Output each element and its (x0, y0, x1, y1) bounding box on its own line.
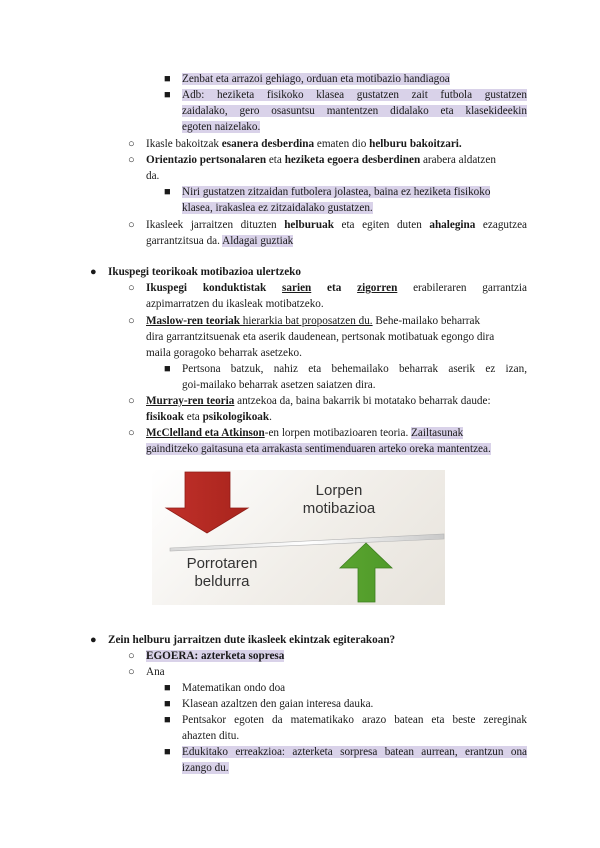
list-item: Niri gustatzen zitzaidan futbolera jolastea, baina ez heziketa fisikoko (182, 186, 491, 198)
list-item: Orientazio pertsonalaren eta heziketa egoera desberdinen arabera aldatzen (146, 154, 496, 166)
achievement-motivation-label: Lorpen motibazioa (302, 482, 376, 517)
list-item-continuation: dira garrantzitsuenak eta aserik daudenean, pertsonak motibatuak egongo dira (146, 331, 495, 343)
list-item: EGOERA: azterketa sopresa (146, 650, 285, 662)
list-item-continuation: azpimarratzen du ikasleak motibatzeko. (146, 298, 324, 310)
list-item-continuation: goi-mailako beharrak asetzen saiatzen dira. (182, 379, 376, 391)
list-item-continuation: klasea, irakaslea ez zitzaidalako gustatzen. (182, 202, 373, 214)
list-item-continuation: da. (146, 170, 160, 182)
square-bullet-icon: ■ (164, 73, 171, 85)
list-item: Matematikan ondo doa (182, 682, 286, 694)
list-item-continuation: fisikoak eta psikologikoak. (146, 411, 272, 423)
circle-bullet-icon: ○ (128, 315, 135, 327)
list-item: Ikasleek jarraitzen dituzten helburuak eta egiten duten ahalegina ezagutzea (146, 219, 528, 231)
section-heading: Ikuspegi teorikoak motibazioa ulertzeko (108, 266, 301, 278)
square-bullet-icon: ■ (164, 363, 171, 375)
list-item: Pentsakor egoten da matematikako arazo batean eta beste zereginak (182, 714, 527, 726)
square-bullet-icon: ■ (164, 682, 171, 694)
circle-bullet-icon: ○ (128, 154, 135, 166)
list-item: Klasean azaltzen den gaian interesa dauka. (182, 698, 374, 710)
list-item: Murray-ren teoria antzekoa da, baina bakarrik bi motatako beharrak daude: (146, 395, 491, 407)
square-bullet-icon: ■ (164, 186, 171, 198)
list-item: Adb: heziketa fisikoko klasea gustatzen zait futbola gustatzen (182, 89, 527, 101)
circle-bullet-icon: ○ (128, 395, 135, 407)
list-item: Edukitako erreakzioa: azterketa sorpresa batean aurrean, erantzun ona (182, 746, 527, 758)
list-item: Ikuspegi konduktistak sarien eta zigorren erabileraren garrantzia (146, 282, 527, 294)
circle-bullet-icon: ○ (128, 219, 135, 231)
square-bullet-icon: ■ (164, 714, 171, 726)
circle-bullet-icon: ○ (128, 666, 135, 678)
square-bullet-icon: ■ (164, 746, 171, 758)
circle-bullet-icon: ○ (128, 427, 135, 439)
list-item: Zenbat eta arrazoi gehiago, orduan eta motibazio handiagoa (182, 73, 450, 85)
list-item-continuation: maila goragoko beharrak asetzeko. (146, 347, 302, 359)
down-arrow-icon (166, 472, 248, 533)
list-item: Ana (146, 666, 165, 678)
motivation-diagram (152, 470, 445, 605)
fear-of-failure-label: Porrotaren beldurra (186, 555, 258, 590)
list-item-continuation: izango du. (182, 762, 229, 774)
section-heading: Zein helburu jarraitzen dute ikasleek ekintzak egiterakoan? (108, 634, 396, 646)
list-item: Pertsona batzuk, nahiz eta behemailako beharrak aserik ez izan, (182, 363, 527, 375)
circle-bullet-icon: ○ (128, 282, 135, 294)
dot-bullet-icon: ● (90, 266, 97, 278)
up-arrow-icon (340, 543, 392, 602)
balance-bar (170, 534, 444, 551)
circle-bullet-icon: ○ (128, 138, 135, 150)
square-bullet-icon: ■ (164, 89, 171, 101)
circle-bullet-icon: ○ (128, 650, 135, 662)
list-item: Maslow-ren teoriak hierarkia bat proposatzen du. Behe-mailako beharrak (146, 315, 481, 327)
list-item-continuation: egoten naizelako. (182, 121, 261, 133)
list-item-continuation: garrantzitsua da. Aldagai guztiak (146, 235, 294, 247)
list-item-continuation: ahazten ditu. (182, 730, 240, 742)
list-item-continuation: zaidalako, gero osasuntsu mantentzen didalako eta klasekideekin (182, 105, 527, 117)
list-item-continuation: gainditzeko gaitasuna eta arrakasta sentimenduaren arteko oreka mantentzea. (146, 443, 491, 455)
dot-bullet-icon: ● (90, 634, 97, 646)
list-item: Ikasle bakoitzak esanera desberdina ematen dio helburu bakoitzari. (146, 138, 462, 150)
square-bullet-icon: ■ (164, 698, 171, 710)
list-item: McClelland eta Atkinson-en lorpen motibazioaren teoria. Zailtasunak (146, 427, 464, 439)
